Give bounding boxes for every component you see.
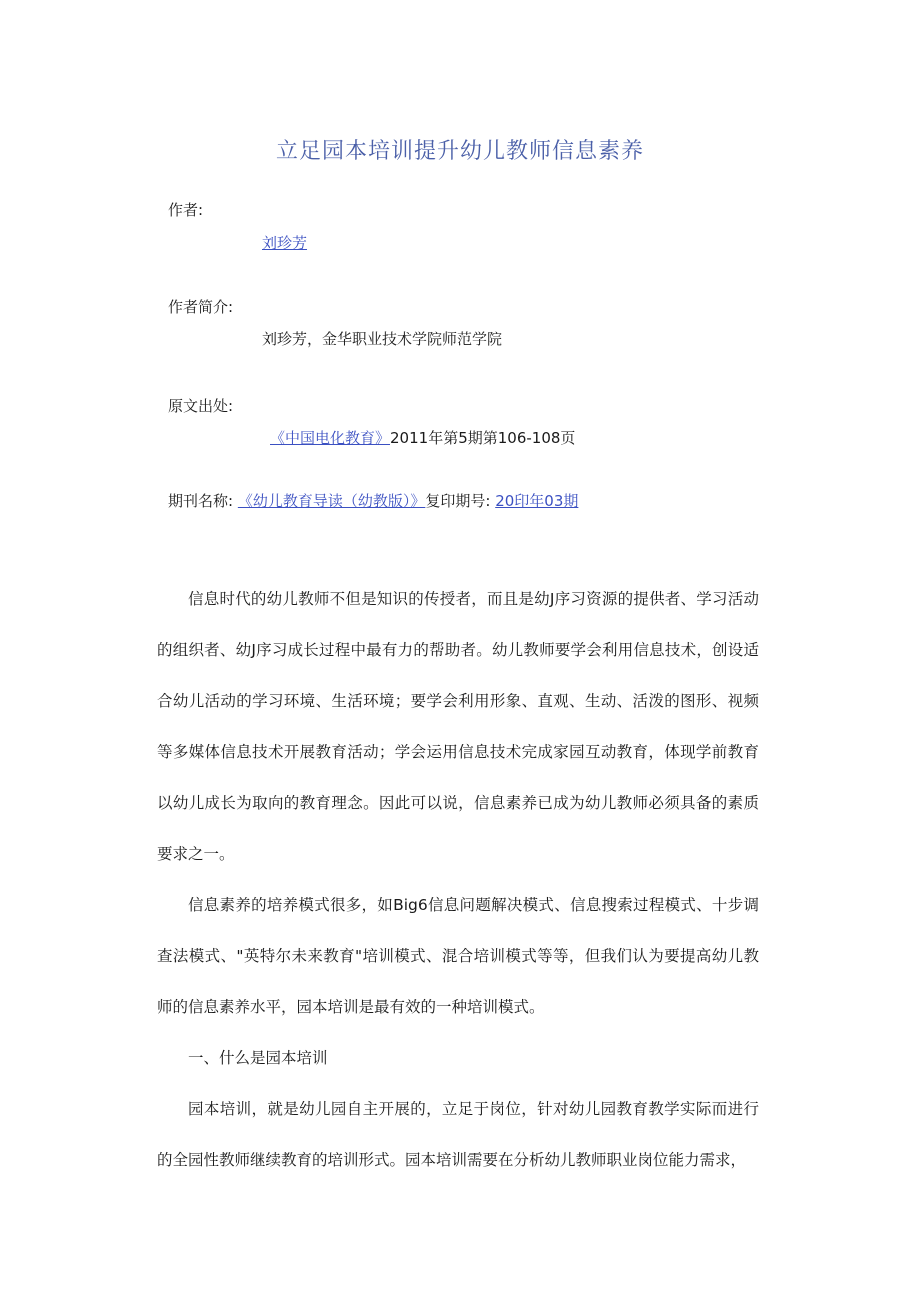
bio-label: 作者简介: xyxy=(168,298,234,316)
author-name-link[interactable] xyxy=(262,232,307,253)
author-label: 作者: xyxy=(168,201,204,219)
journal-name-link[interactable]: 《幼儿教育导读（幼教版）》 xyxy=(237,492,426,510)
author-name[interactable]: 刘珍芳 xyxy=(262,234,308,252)
journal-line xyxy=(168,490,578,511)
article-paragraph-2: 信息素养的培养模式很多，如Big6信息问题解决模式、信息搜索过程模式、十步调查法模式、"英特尔未来教育"培训模式、混合培训模式等等，但我们认为要提高幼儿教师的信息素养水平，园本培训是最有效的一种培训模式。 xyxy=(157,896,759,1016)
section-heading-1: 一、什么是园本培训 xyxy=(188,1049,328,1067)
source-label: 原文出处: xyxy=(168,397,234,415)
source-line xyxy=(270,427,575,448)
source-journal-link[interactable]: 《中国电化教育》 xyxy=(270,429,391,447)
article-paragraph-1: 信息时代的幼儿教师不但是知识的传授者，而且是幼J序习资源的提供者、学习活动的组织者、幼J序习成长过程中最有力的帮助者。幼儿教师要学会利用信息技术，创设适合幼儿活动的学习环境、生活环境；要学会利用形象、直观、生动、活泼的图形、视频等多媒体信息技术开展教育活动；学会运用信息技术完成家园互动教育，体现学前教育以幼儿成长为取向的教育理念。因此可以说，信息素养已成为幼儿教师必须具备的素质要求之一。 xyxy=(157,590,759,863)
article-body xyxy=(157,574,759,1186)
reprint-label: 复印期号: xyxy=(425,492,491,510)
reprint-issue-link[interactable]: 20印年03期 xyxy=(495,492,579,510)
article-paragraph-3: 园本培训，就是幼儿园自主开展的，立足于岗位，针对幼儿园教育教学实际而进行的全园性教师继续教育的培训形式。园本培训需要在分析幼儿教师职业岗位能力需求， xyxy=(157,1100,759,1169)
journal-label: 期刊名称: xyxy=(168,492,234,510)
bio-text: 刘珍芳，金华职业技术学院师范学院 xyxy=(262,330,503,348)
source-detail: 2011年第5期第106-108页 xyxy=(390,429,576,447)
document-title: 立足园本培训提升幼儿教师信息素养 xyxy=(275,139,644,164)
